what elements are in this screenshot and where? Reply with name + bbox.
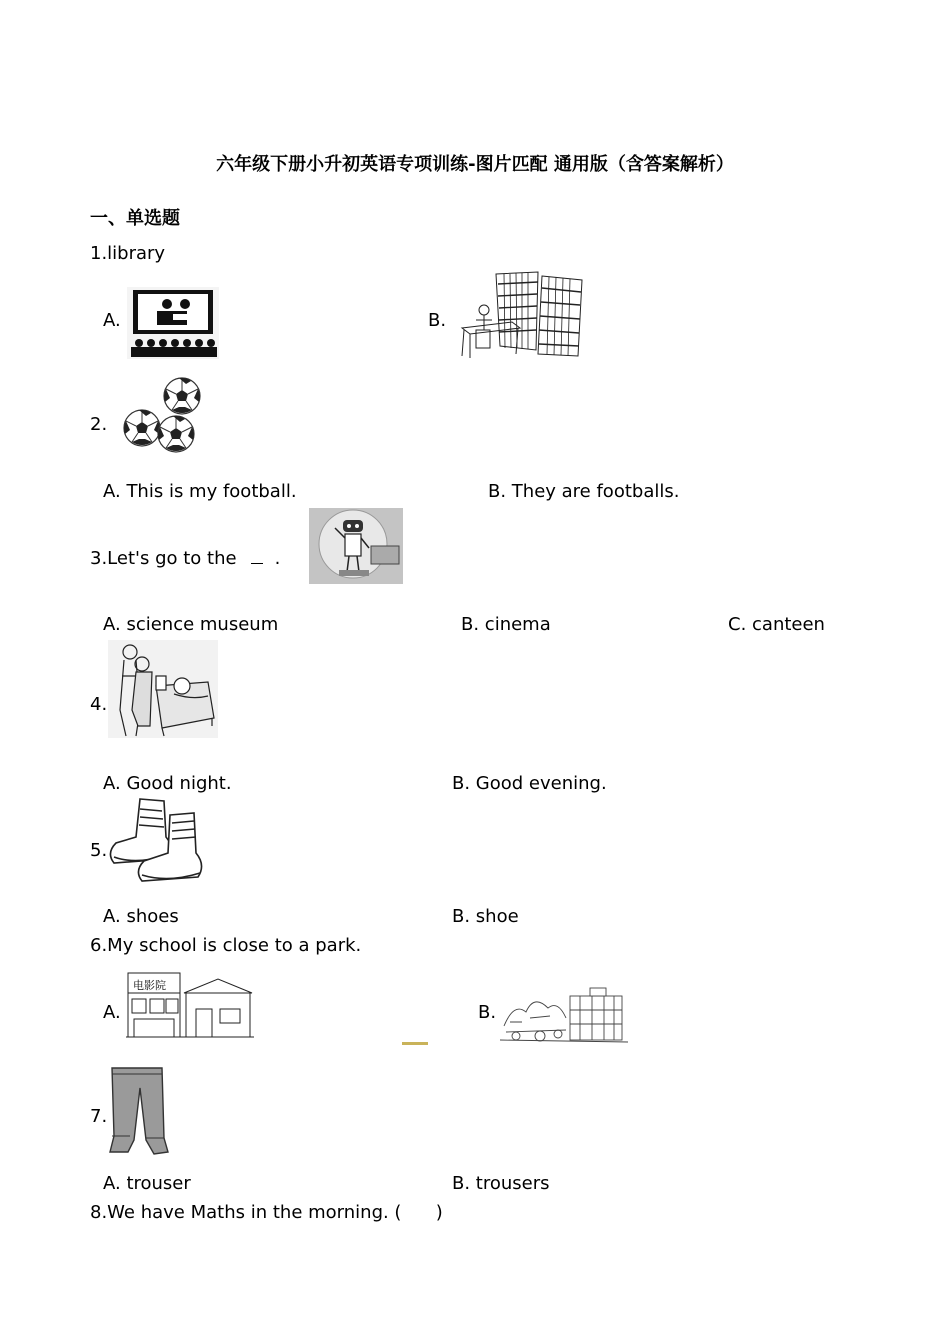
question-4-stem: 4. bbox=[90, 694, 108, 715]
pair-of-shoes-picture bbox=[106, 797, 206, 885]
question-8-stem: 8.We have Maths in the morning. ( ) bbox=[90, 1202, 443, 1223]
question-4-option-b: B. Good evening. bbox=[452, 773, 607, 794]
question-2-stem: 2. bbox=[90, 414, 108, 435]
question-6-stem: 6.My school is close to a park. bbox=[90, 935, 362, 956]
question-3-option-c: C. canteen bbox=[728, 614, 825, 635]
answer-blank bbox=[251, 549, 263, 564]
question-2-option-a: A. This is my football. bbox=[103, 481, 297, 502]
question-3-option-b: B. cinema bbox=[461, 614, 551, 635]
footballs-picture bbox=[120, 376, 204, 456]
page-title: 六年级下册小升初英语专项训练-图片匹配 通用版（含答案解析） bbox=[216, 154, 734, 175]
question-5-stem: 5. bbox=[90, 840, 108, 861]
question-7-option-b: B. trousers bbox=[452, 1173, 550, 1194]
question-3-option-a: A. science museum bbox=[103, 614, 279, 635]
question-5-option-a: A. shoes bbox=[103, 906, 179, 927]
question-6-option-b-label: B. bbox=[478, 1002, 497, 1023]
question-2-option-b: B. They are footballs. bbox=[488, 481, 680, 502]
question-1-option-b-label: B. bbox=[428, 310, 447, 331]
question-1-option-a-label: A. bbox=[103, 310, 121, 331]
cinema-bookstore-picture bbox=[126, 969, 254, 1041]
question-1-stem: 1.library bbox=[90, 243, 166, 264]
question-3-stem-text: 3.Let's go to the bbox=[90, 548, 237, 569]
park-school-picture bbox=[500, 982, 628, 1046]
question-4-option-a: A. Good night. bbox=[103, 773, 232, 794]
question-3-stem bbox=[90, 548, 280, 569]
question-3-stem-period: . bbox=[274, 548, 281, 569]
trousers-picture bbox=[106, 1066, 170, 1158]
divider-mark bbox=[402, 1042, 428, 1045]
cinema-screen-picture bbox=[127, 287, 219, 359]
parents-child-in-bed-picture bbox=[108, 640, 218, 738]
section-heading: 一、单选题 bbox=[90, 208, 180, 229]
question-5-option-b: B. shoe bbox=[452, 906, 519, 927]
question-6-option-a-label: A. bbox=[103, 1002, 121, 1023]
library-bookshelves-picture bbox=[454, 270, 584, 360]
robot-museum-picture bbox=[309, 508, 403, 584]
cinema-sign-text: 电影院 bbox=[133, 979, 166, 992]
question-7-option-a: A. trouser bbox=[103, 1173, 191, 1194]
question-7-stem: 7. bbox=[90, 1106, 108, 1127]
